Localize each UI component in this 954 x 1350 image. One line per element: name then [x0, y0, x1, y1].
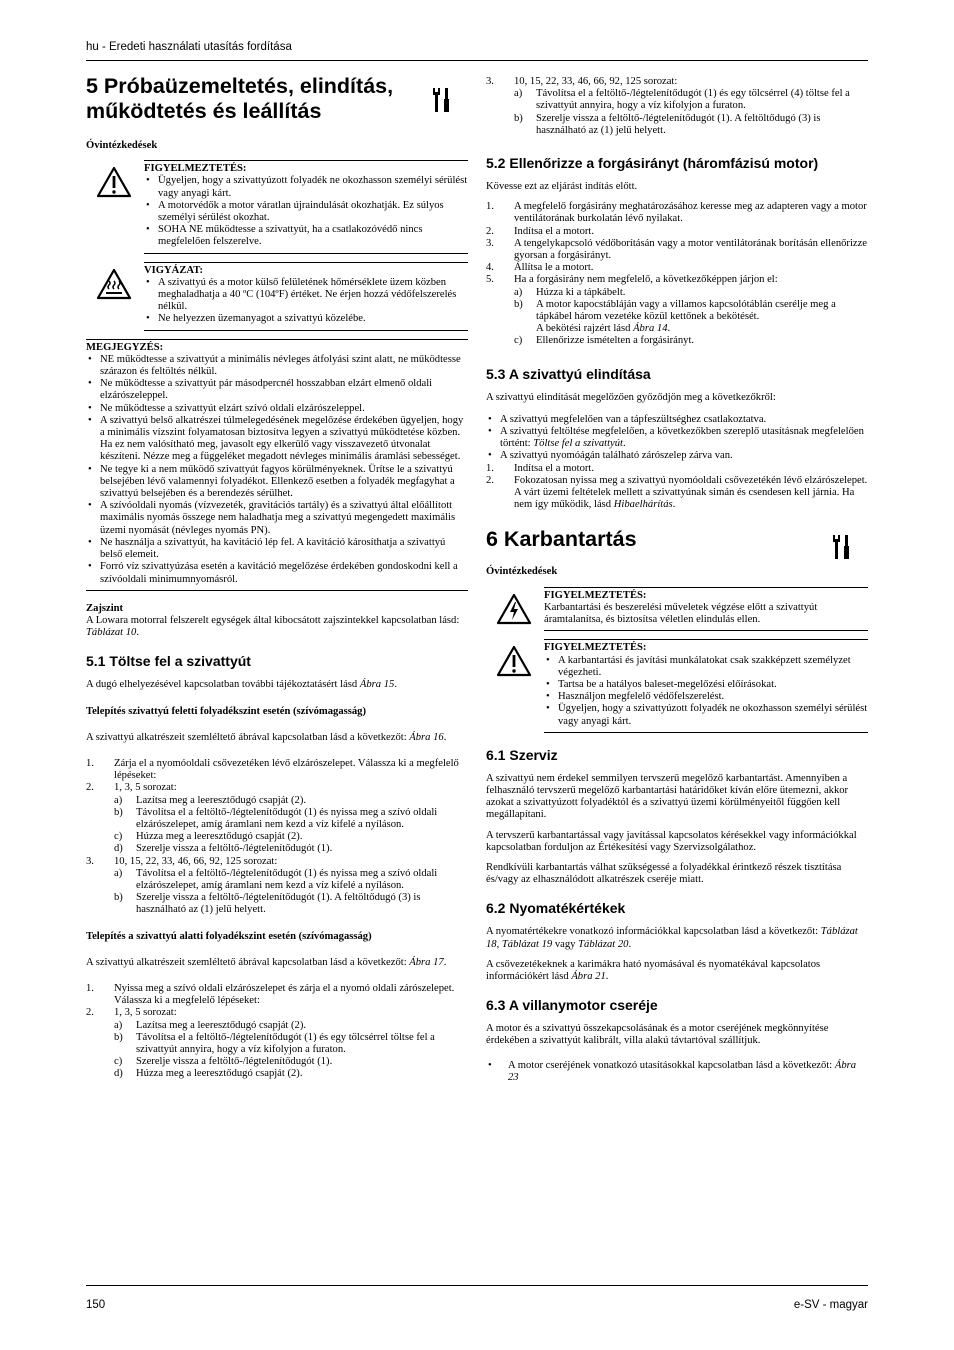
- list-item: • Ne működtesse a szivattyút elzárt szívó oldali elzárószeleppel.: [86, 403, 468, 415]
- step-item: 1. Indítsa el a motort.: [486, 462, 595, 474]
- electrical-warning-box: [486, 587, 868, 632]
- caution-box-content: [144, 262, 468, 331]
- figure-reference-link[interactable]: Ábra 14: [633, 323, 668, 335]
- below-level-intro: A szivattyú alkatrészeit szemléltető ábrával kapcsolatban lásd a következőt: Ábra 17.: [86, 956, 447, 968]
- warning-box-content: [144, 160, 468, 253]
- caution-list: [144, 277, 468, 326]
- chapter-5-title: [86, 74, 468, 124]
- noise-paragraph: A Lowara motorral felszerelt egységek által kibocsátott zajszintekkel kapcsolatban lásd: Táblázat 10.: [86, 614, 460, 639]
- substep-item: b) Szerelje vissza a feltöltő-/légtelenítődugót (1). A feltöltődugó (3) is használható az (1) jelű helyett.: [114, 892, 421, 916]
- substep-item: d) Szerelje vissza a feltöltő-/légtelenítődugót (1).: [114, 843, 333, 855]
- list-item: • A szívóoldali nyomás (vízvezeték, gravitációs tartály) és a szivattyú által előállított maximális nyomás összege nem haladhatja meg a szivattyú megengedett maximális üzemi nyomását (névleges nyomás PN).: [86, 500, 468, 537]
- figure-reference-link[interactable]: Ábra 16: [409, 731, 444, 743]
- list-item: • NE működtesse a szivattyút a minimális névleges átfolyási szint alatt, ne működtesse szárazon és feltöltés nélkül.: [86, 354, 468, 378]
- step-item: 2. 1, 3, 5 sorozat:: [86, 1007, 177, 1019]
- warning-title: FIGYELMEZTETÉS:: [544, 642, 647, 654]
- list-item: • A motor cseréjének vonatkozó utasításokkal kapcsolatban lásd a következőt: Ábra 23: [486, 1060, 868, 1084]
- precautions-heading: Óvintézkedések: [486, 566, 558, 578]
- table-reference-link[interactable]: Táblázat 18: [486, 926, 858, 950]
- section-6-2-title: 6.2 Nyomatékértékek: [486, 900, 626, 917]
- table-reference-link[interactable]: Táblázat 19: [501, 938, 553, 950]
- step-item: 3. A tengelykapcsoló védőborításán vagy a motor ventilátorának borításán ellenőrizze gyorsan a forgásirányt.: [486, 237, 868, 262]
- section-5-3-title: 5.3 A szivattyú elindítása: [486, 365, 651, 382]
- s63-paragraph: A motor és a szivattyú összekapcsolásának és a motor cseréjének megkönnyítése érdekében a szivattyút kalibrált, villa alakú távtartóval szállítjuk.: [486, 1023, 829, 1047]
- header-rule: [86, 60, 868, 61]
- substep-item: b) Távolítsa el a feltöltő-/légtelenítődugót (1) és egy tölcsérrel töltse fel a szivattyút annyira, hogy a víz kifolyjon a furaton.: [114, 1031, 435, 1055]
- substep-item: b) Szerelje vissza a feltöltő-/légtelenítődugót (1). A feltöltődugó (3) is használható az (1) jelű helyett.: [514, 112, 821, 136]
- list-item: • A szivattyú nyomóágán található zárószelep zárva van.: [486, 450, 868, 462]
- s62-paragraph: A nyomatértékekre vonatkozó információkkal kapcsolatban lásd a következőt: Táblázat 18, Táblázat 19 vagy Táblázat 20.: [486, 926, 858, 950]
- list-item: • Tartsa be a hatályos baleset-megelőzési előírásokat.: [544, 679, 868, 691]
- step-item: 1. Nyissa meg a szívó oldali elzárószelepet és zárja el a nyomó oldali zárószelepet. Válassza ki a megfelelő lépéseket:: [86, 982, 455, 1007]
- list-item: • Forró víz szivattyúzása esetén a kavitáció megelőzése érdekében gondoskodni kell a szívóoldali minimumnyomásról.: [86, 561, 468, 585]
- warning-box-content: [544, 639, 868, 732]
- caution-box: [86, 262, 468, 331]
- list-item: • Ne használja a szivattyút, ha kavitáció lép fel. A kavitáció károsíthatja a szivattyú belső elemeit.: [86, 537, 468, 561]
- substep-item: a) Húzza ki a tápkábelt.: [514, 286, 626, 298]
- warning-text: Karbantartási és beszerelési műveletek végzése előtt a szivattyút áramtalanítsa, és biztosítsa véletlen elindulás ellen.: [544, 601, 818, 626]
- substep-item: c) Ellenőrizze ismételten a forgásirányt.: [514, 335, 695, 347]
- s63-list: [486, 1060, 868, 1084]
- step-item: 3. 10, 15, 22, 33, 46, 66, 92, 125 sorozat:: [486, 76, 678, 87]
- list-item: • Ne tegye ki a nem működő szivattyút fagyos körülményeknek. Ürítse le a szivattyú belsejében lévő valamennyi folyadékot. Ellenkező esetben a folyadék megfagyhat a szivattyú belsejében és a berendezés sérülhet.: [86, 464, 468, 501]
- right-column: [486, 76, 868, 1084]
- table-reference-link[interactable]: Táblázat 20: [578, 938, 629, 950]
- page-number: 150: [86, 1299, 106, 1311]
- electrical-warning-content: [544, 587, 868, 632]
- warning-title: FIGYELMEZTETÉS:: [544, 589, 647, 601]
- section-reference-link[interactable]: Hibaelhárítás: [613, 499, 673, 511]
- below-level-heading: Telepítés a szivattyú alatti folyadékszint esetén (szívómagasság): [86, 930, 372, 942]
- wrench-screwdriver-icon: [432, 86, 452, 114]
- section-5-1-title: 5.1 Töltse fel a szivattyút: [86, 653, 251, 670]
- list-item: • A motorvédők a motor váratlan újraindulását okozhatják. Ez súlyos személyi sérülést okozhat.: [144, 200, 468, 224]
- warning-list: [144, 175, 468, 248]
- step-item: 2. Fokozatosan nyissa meg a szivattyú nyomóoldali csővezetékén lévő elzárószelepet. A várt üzemi feltételek mellett a szivattyúnak simán és csendesen kell járnia. Ha nem így működik, lásd Hibaelhárítás.: [486, 474, 868, 511]
- substep-item: c) Szerelje vissza a feltöltő-/légtelenítődugót (1).: [114, 1056, 333, 1068]
- step-item: 4. Állítsa le a motort.: [486, 262, 594, 274]
- footer-rule: [86, 1285, 868, 1286]
- warning-title: FIGYELMEZTETÉS:: [144, 163, 247, 175]
- step-item: 2. 1, 3, 5 sorozat:: [86, 782, 177, 794]
- list-item: • Használjon megfelelő védőfelszerelést.: [544, 691, 868, 703]
- hot-surface-icon: [96, 268, 132, 300]
- note-box: [86, 339, 468, 591]
- chapter-5-title-text: 5 Próbaüzemeltetés, elindítás, működtetés és leállítás: [86, 74, 394, 123]
- section-5-2-title: 5.2 Ellenőrizze a forgásirányt (háromfázisú motor): [486, 155, 819, 172]
- list-item: • A karbantartási és javítási munkálatokat csak szakképzett személyzet végezheti.: [544, 655, 868, 679]
- running-header: hu - Eredeti használati utasítás fordítása: [86, 41, 292, 53]
- substep-item: c) Húzza meg a leeresztődugó csapját (2).: [114, 831, 303, 843]
- warning-list: [544, 655, 868, 728]
- section-6-1-title: 6.1 Szerviz: [486, 746, 558, 763]
- list-item: • Ne helyezzen üzemanyagot a szivattyú közelébe.: [144, 313, 468, 325]
- s52-intro: Kövesse ezt az eljárást indítás előtt.: [486, 181, 638, 193]
- list-item: • Ügyeljen, hogy a szivattyúzott folyadék ne okozhasson személyi sérülést vagy anyagi kárt.: [144, 175, 468, 199]
- substep-item: a) Távolítsa el a feltöltő-/légtelenítődugót (1) és nyissa meg a szívó oldali elzárószelepet, amíg áramlani nem kezd a víz kifelé a nyíláson.: [114, 867, 438, 891]
- list-item: • Ne működtesse a szivattyút pár másodpercnél hosszabban elzárt elmenő oldali elzárószeleppel.: [86, 378, 468, 402]
- substep-item: b) Távolítsa el a feltöltő-/légtelenítődugót (1) és nyissa meg a szívó oldali elzárószelepet, amíg áramlani nem kezd a víz kifelé a nyíláson.: [114, 806, 438, 830]
- step-item: 2. Indítsa el a motort.: [486, 225, 595, 237]
- s61-paragraph: Rendkívüli karbantartás válhat szükségessé a folyadékkal érintkező részek tisztítása és/vagy az elhasználódott alkatrészek cseréje miatt.: [486, 861, 842, 886]
- substep-item: b) A motor kapocstábláján vagy a villamos kapcsolótáblán cserélje meg a tápkábel három vezetéke közül kettőnek a bekötését. A bekötési rajzért lásd Ábra 14.: [514, 298, 836, 335]
- caution-title: VIGYÁZAT:: [144, 264, 204, 276]
- list-item: • A szivattyú feltöltése megfelelően, a következőkben szereplő utasításnak megfelelően történt: Töltse fel a szivattyút.: [486, 426, 868, 450]
- s53-intro: A szivattyú elindítását megelőzően győződjön meg a következőkről:: [486, 391, 776, 403]
- note-list: [86, 354, 468, 586]
- noise-reference-link[interactable]: Táblázat 10: [86, 627, 137, 639]
- left-column: [86, 74, 468, 1081]
- above-level-intro: A szivattyú alkatrészeit szemléltető ábrával kapcsolatban lásd a következőt: Ábra 16.: [86, 731, 447, 743]
- substep-item: a) Távolítsa el a feltöltő-/légtelenítődugót (1) és egy tölcsérrel (4) töltse fel a szivattyút annyira, hogy a víz kifolyjon a furaton.: [514, 88, 850, 112]
- list-item: • SOHA NE működtesse a szivattyút, ha a csatlakozóvédő nincs megfelelően felszerelve.: [144, 224, 468, 248]
- warning-triangle-icon: [496, 645, 532, 677]
- warning-box: [486, 639, 868, 732]
- s51-intro: A dugó elhelyezésével kapcsolatban további tájékoztatásért lásd Ábra 15.: [86, 679, 397, 691]
- figure-reference-link[interactable]: Ábra 23: [508, 1059, 857, 1083]
- figure-reference-link[interactable]: Ábra 17: [409, 956, 444, 968]
- s53-checklist: [486, 414, 868, 463]
- noise-heading: Zajszint: [86, 602, 124, 614]
- section-6-3-title: 6.3 A villanymotor cseréje: [486, 997, 658, 1014]
- section-reference-link[interactable]: Töltse fel a szivattyút: [533, 438, 623, 450]
- warning-triangle-icon: [96, 166, 132, 198]
- s61-paragraph: A tervszerű karbantartással vagy javítással kapcsolatos kérésekkel vagy információkkal kapcsolatban forduljon az Értékesítési vagy Szervizsolgálathoz.: [486, 829, 857, 853]
- figure-reference-link[interactable]: Ábra 15: [359, 679, 395, 691]
- step-item: 1. Zárja el a nyomóoldali csővezetéken lévő elzárószelepet. Válassza ki a megfelelő lépéseket:: [86, 757, 459, 782]
- substep-item: d) Húzza meg a leeresztődugó csapját (2).: [114, 1068, 303, 1080]
- s61-paragraph: A szivattyú nem érdekel semmilyen tervszerű megelőző karbantartást. Amennyiben a felhasználó tervszerű megelőző karbantartási határidőket kíván előre ütemezni, akkor azokat a szivattyúzott folyadéktól és a szivattyú üzemi körülményeitől függően kell megállapítani.: [486, 772, 849, 821]
- product-label: e-SV - magyar: [793, 1299, 868, 1311]
- precautions-heading: Óvintézkedések: [86, 140, 158, 151]
- list-item: • A szivattyú belső alkatrészei túlmelegedésének megelőzése érdekében ügyeljen, hogy a minimális vízszint folyamatosan biztosítva legyen a szivattyú működtetése közben. Ha ez nem valósítható meg, javasolt egy elkerülő vagy visszavezető útvonalat készíteni. Nézze meg a függeléket megadott névleges minimális áramlási sebességet.: [86, 415, 468, 464]
- chapter-6-title-text: 6 Karbantartás: [486, 527, 637, 552]
- wrench-screwdriver-icon: [832, 533, 852, 561]
- electrical-hazard-icon: [496, 593, 532, 625]
- substep-item: a) Lazítsa meg a leeresztődugó csapját (2).: [114, 1019, 307, 1031]
- list-item: • Ügyeljen, hogy a szivattyúzott folyadék ne okozhasson személyi sérülést vagy anyagi kárt.: [544, 703, 868, 727]
- substep-item: a) Lazítsa meg a leeresztődugó csapját (2).: [114, 794, 307, 806]
- warning-box: [86, 160, 468, 253]
- note-title: MEGJEGYZÉS:: [86, 341, 164, 353]
- list-item: • A szivattyú megfelelően van a tápfeszültséghez csatlakoztatva.: [486, 414, 868, 426]
- above-level-heading: Telepítés szivattyú feletti folyadékszint esetén (szívómagasság): [86, 705, 367, 717]
- s62-paragraph: A csővezetékeknek a karimákra ható nyomásával és nyomatékával kapcsolatos információkért lásd Ábra 21.: [486, 958, 821, 982]
- step-item: 5. Ha a forgásirány nem megfelelő, a következőképpen járjon el:: [486, 274, 778, 286]
- step-item: 3. 10, 15, 22, 33, 46, 66, 92, 125 sorozat:: [86, 855, 278, 867]
- step-item: 1. A megfelelő forgásirány meghatározásához keresse meg az adapteren vagy a motor ventilátorának burkolatán lévő nyilakat.: [486, 201, 867, 225]
- chapter-6-title: [486, 527, 868, 552]
- list-item: • A szivattyú és a motor külső felületének hőmérséklete üzem közben meghaladhatja a 40 ºC (104ºF) értéket. Ne érjen hozzá védőfelszerelés nélkül.: [144, 277, 468, 314]
- figure-reference-link[interactable]: Ábra 21: [571, 970, 606, 982]
